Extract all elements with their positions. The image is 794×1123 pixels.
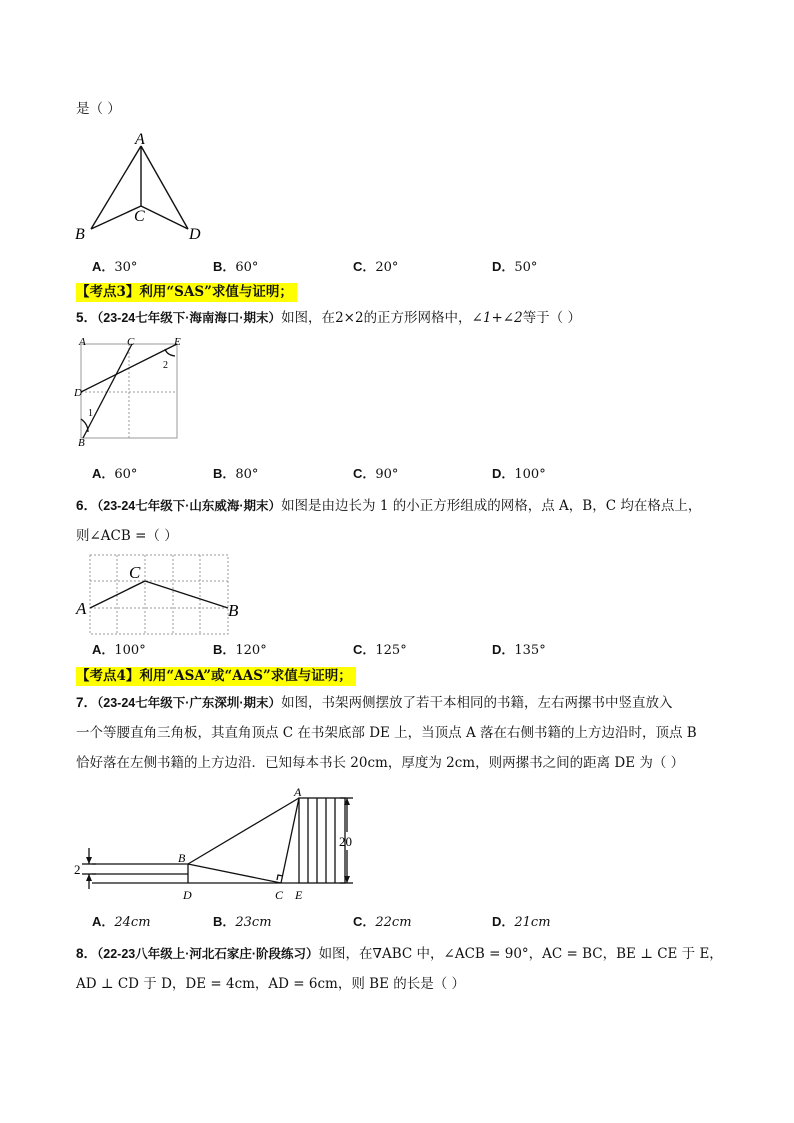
q5-figure [74, 336, 186, 449]
q5-line-cb [83, 344, 132, 438]
q6-option-a[interactable] [92, 641, 146, 660]
q4-tail-text: 是（ ） [76, 101, 121, 117]
q4-option-b-value: 60° [235, 260, 259, 275]
q5-label-a: A [79, 336, 86, 348]
q5-label-1: 1 [88, 408, 93, 419]
q6-line-cb [145, 581, 228, 608]
q5-angle-2-arc [165, 349, 175, 356]
q7-stem-line-2: 一个等腰直角三角板，其直角顶点 C 在书架底部 DE 上，当顶点 A 落在右侧书籍的上方边沿时，顶点 B [76, 725, 697, 741]
q7-label-d: D [183, 888, 192, 902]
q5-number: 5． [76, 310, 98, 325]
kaodian-4-heading: 【考点4】利用“ASA”或“AAS”求值与证明； [76, 667, 356, 686]
q7-line-bc [188, 864, 281, 883]
q5-option-b-value: 80° [235, 467, 259, 482]
q4-option-b-letter: B． [213, 259, 236, 274]
q5-source: （23-24七年级下·海南海口·期末） [97, 311, 282, 325]
q8-source: （22-23八年级上·河北石家庄·阶段练习） [97, 947, 319, 961]
q5-option-c[interactable] [353, 465, 398, 484]
q5-label-e: E [174, 336, 181, 348]
q7-option-b-letter: B． [213, 914, 236, 929]
q4-line-ad [141, 146, 188, 229]
q6-number: 6． [76, 498, 98, 513]
q5-label-d: D [74, 387, 82, 399]
q5-option-a-value: 60° [114, 467, 138, 482]
q7-label-a: A [294, 785, 302, 799]
q7-number: 7． [76, 695, 98, 710]
q7-label-c: C [275, 888, 284, 902]
q7-label-e: E [295, 888, 303, 902]
q7-option-b-value: 23cm [235, 915, 272, 930]
kaodian-3-heading: 【考点3】利用“SAS”求值与证明； [76, 283, 297, 302]
q7-stem-line-3: 恰好落在左侧书籍的上方边沿．已知每本书长 20cm，厚度为 2cm，则两摞书之间的距离 DE 为（ ） [76, 755, 685, 771]
q5-option-b[interactable] [213, 465, 258, 484]
q5-grid-size: 2×2 [335, 310, 364, 326]
q6-text-1: 如图是由边长为 1 的小正方形组成的网格，点 A，B，C 均在格点上， [281, 498, 702, 514]
q6-stem-line-1 [76, 497, 701, 515]
q4-option-d[interactable] [492, 258, 537, 277]
q7-label-2: 2 [74, 862, 81, 877]
q7-text-1: 如图，书架两侧摆放了若干本相同的书籍，左右两摞书中竖直放入 [281, 695, 673, 711]
q6-option-c[interactable] [353, 641, 407, 660]
q7-option-a[interactable] [92, 913, 151, 932]
q5-label-b: B [78, 437, 85, 449]
q7-line-ba [188, 798, 299, 864]
q4-option-c-value: 20° [375, 260, 399, 275]
q6-source: （23-24七年级下·山东威海·期末） [97, 499, 282, 513]
q4-option-d-letter: D． [492, 259, 515, 274]
q6-option-d-value: 135° [514, 643, 546, 658]
q6-label-a: A [76, 599, 87, 618]
q7-option-c-value: 22cm [375, 915, 412, 930]
q4-label-d: D [189, 226, 201, 243]
q5-option-c-value: 90° [375, 467, 399, 482]
q4-option-d-value: 50° [514, 260, 538, 275]
q5-option-a-letter: A． [92, 466, 115, 481]
q5-text-b: 的正方形网格中， [363, 310, 472, 326]
q6-option-c-letter: C． [353, 642, 376, 657]
q6-label-b: B [228, 601, 239, 620]
q6-option-b-value: 120° [235, 643, 267, 658]
q5-label-2: 2 [163, 360, 168, 371]
q4-option-a-letter: A． [92, 259, 115, 274]
q6-option-b[interactable] [213, 641, 267, 660]
q7-option-c-letter: C． [353, 914, 376, 929]
q7-option-d[interactable] [492, 913, 551, 932]
q5-option-c-letter: C． [353, 466, 376, 481]
q5-label-c: C [127, 336, 135, 348]
q5-grid-border [81, 344, 177, 438]
q7-option-d-value: 21cm [514, 915, 551, 930]
q6-option-c-value: 125° [375, 643, 407, 658]
q4-option-b[interactable] [213, 258, 258, 277]
q6-option-d[interactable] [492, 641, 546, 660]
q8-number: 8． [76, 946, 98, 961]
q4-figure [70, 128, 220, 248]
q5-option-d[interactable] [492, 465, 546, 484]
q4-option-c[interactable] [353, 258, 398, 277]
q5-option-d-value: 100° [514, 467, 546, 482]
q5-option-d-letter: D． [492, 466, 515, 481]
q7-option-a-letter: A． [92, 914, 115, 929]
q5-option-b-letter: B． [213, 466, 236, 481]
q4-option-c-letter: C． [353, 259, 376, 274]
q5-option-a[interactable] [92, 465, 137, 484]
q7-line-ac [281, 798, 299, 883]
q8-stem-line-1 [76, 945, 723, 963]
q6-option-d-letter: D． [492, 642, 515, 657]
q7-option-d-letter: D． [492, 914, 515, 929]
q5-text-a: 如图，在 [281, 310, 336, 326]
q6-label-c: C [129, 563, 141, 582]
q6-option-a-value: 100° [114, 643, 146, 658]
q5-angles: ∠1+∠2 [471, 310, 523, 326]
q6-figure [74, 552, 254, 638]
q8-stem-line-2: AD ⊥ CD 于 D，DE = 4cm，AD = 6cm，则 BE 的长是（ ） [76, 976, 466, 992]
q7-figure [70, 784, 370, 904]
q4-label-c: C [134, 208, 145, 225]
q5-text-c: 等于（ ） [522, 310, 581, 326]
q7-option-a-value: 24cm [114, 915, 151, 930]
q6-stem-line-2: 则∠ACB =（ ） [76, 528, 178, 544]
q4-label-b: B [75, 226, 85, 243]
q7-label-b: B [178, 851, 186, 865]
q4-label-a: A [135, 131, 145, 148]
q7-label-20: 20 [339, 834, 352, 849]
q6-option-a-letter: A． [92, 642, 115, 657]
q7-source: （23-24七年级下·广东深圳·期末） [97, 696, 282, 710]
q7-option-c[interactable] [353, 913, 412, 932]
q6-option-b-letter: B． [213, 642, 236, 657]
q5-stem [76, 309, 581, 327]
q7-option-b[interactable] [213, 913, 272, 932]
q8-text-1: 如图，在∇ABC 中，∠ACB = 90°，AC = BC，BE ⊥ CE 于 E， [318, 946, 723, 962]
q7-stem-line-1 [76, 694, 673, 712]
q4-option-a[interactable] [92, 258, 137, 277]
q4-option-a-value: 30° [114, 260, 138, 275]
